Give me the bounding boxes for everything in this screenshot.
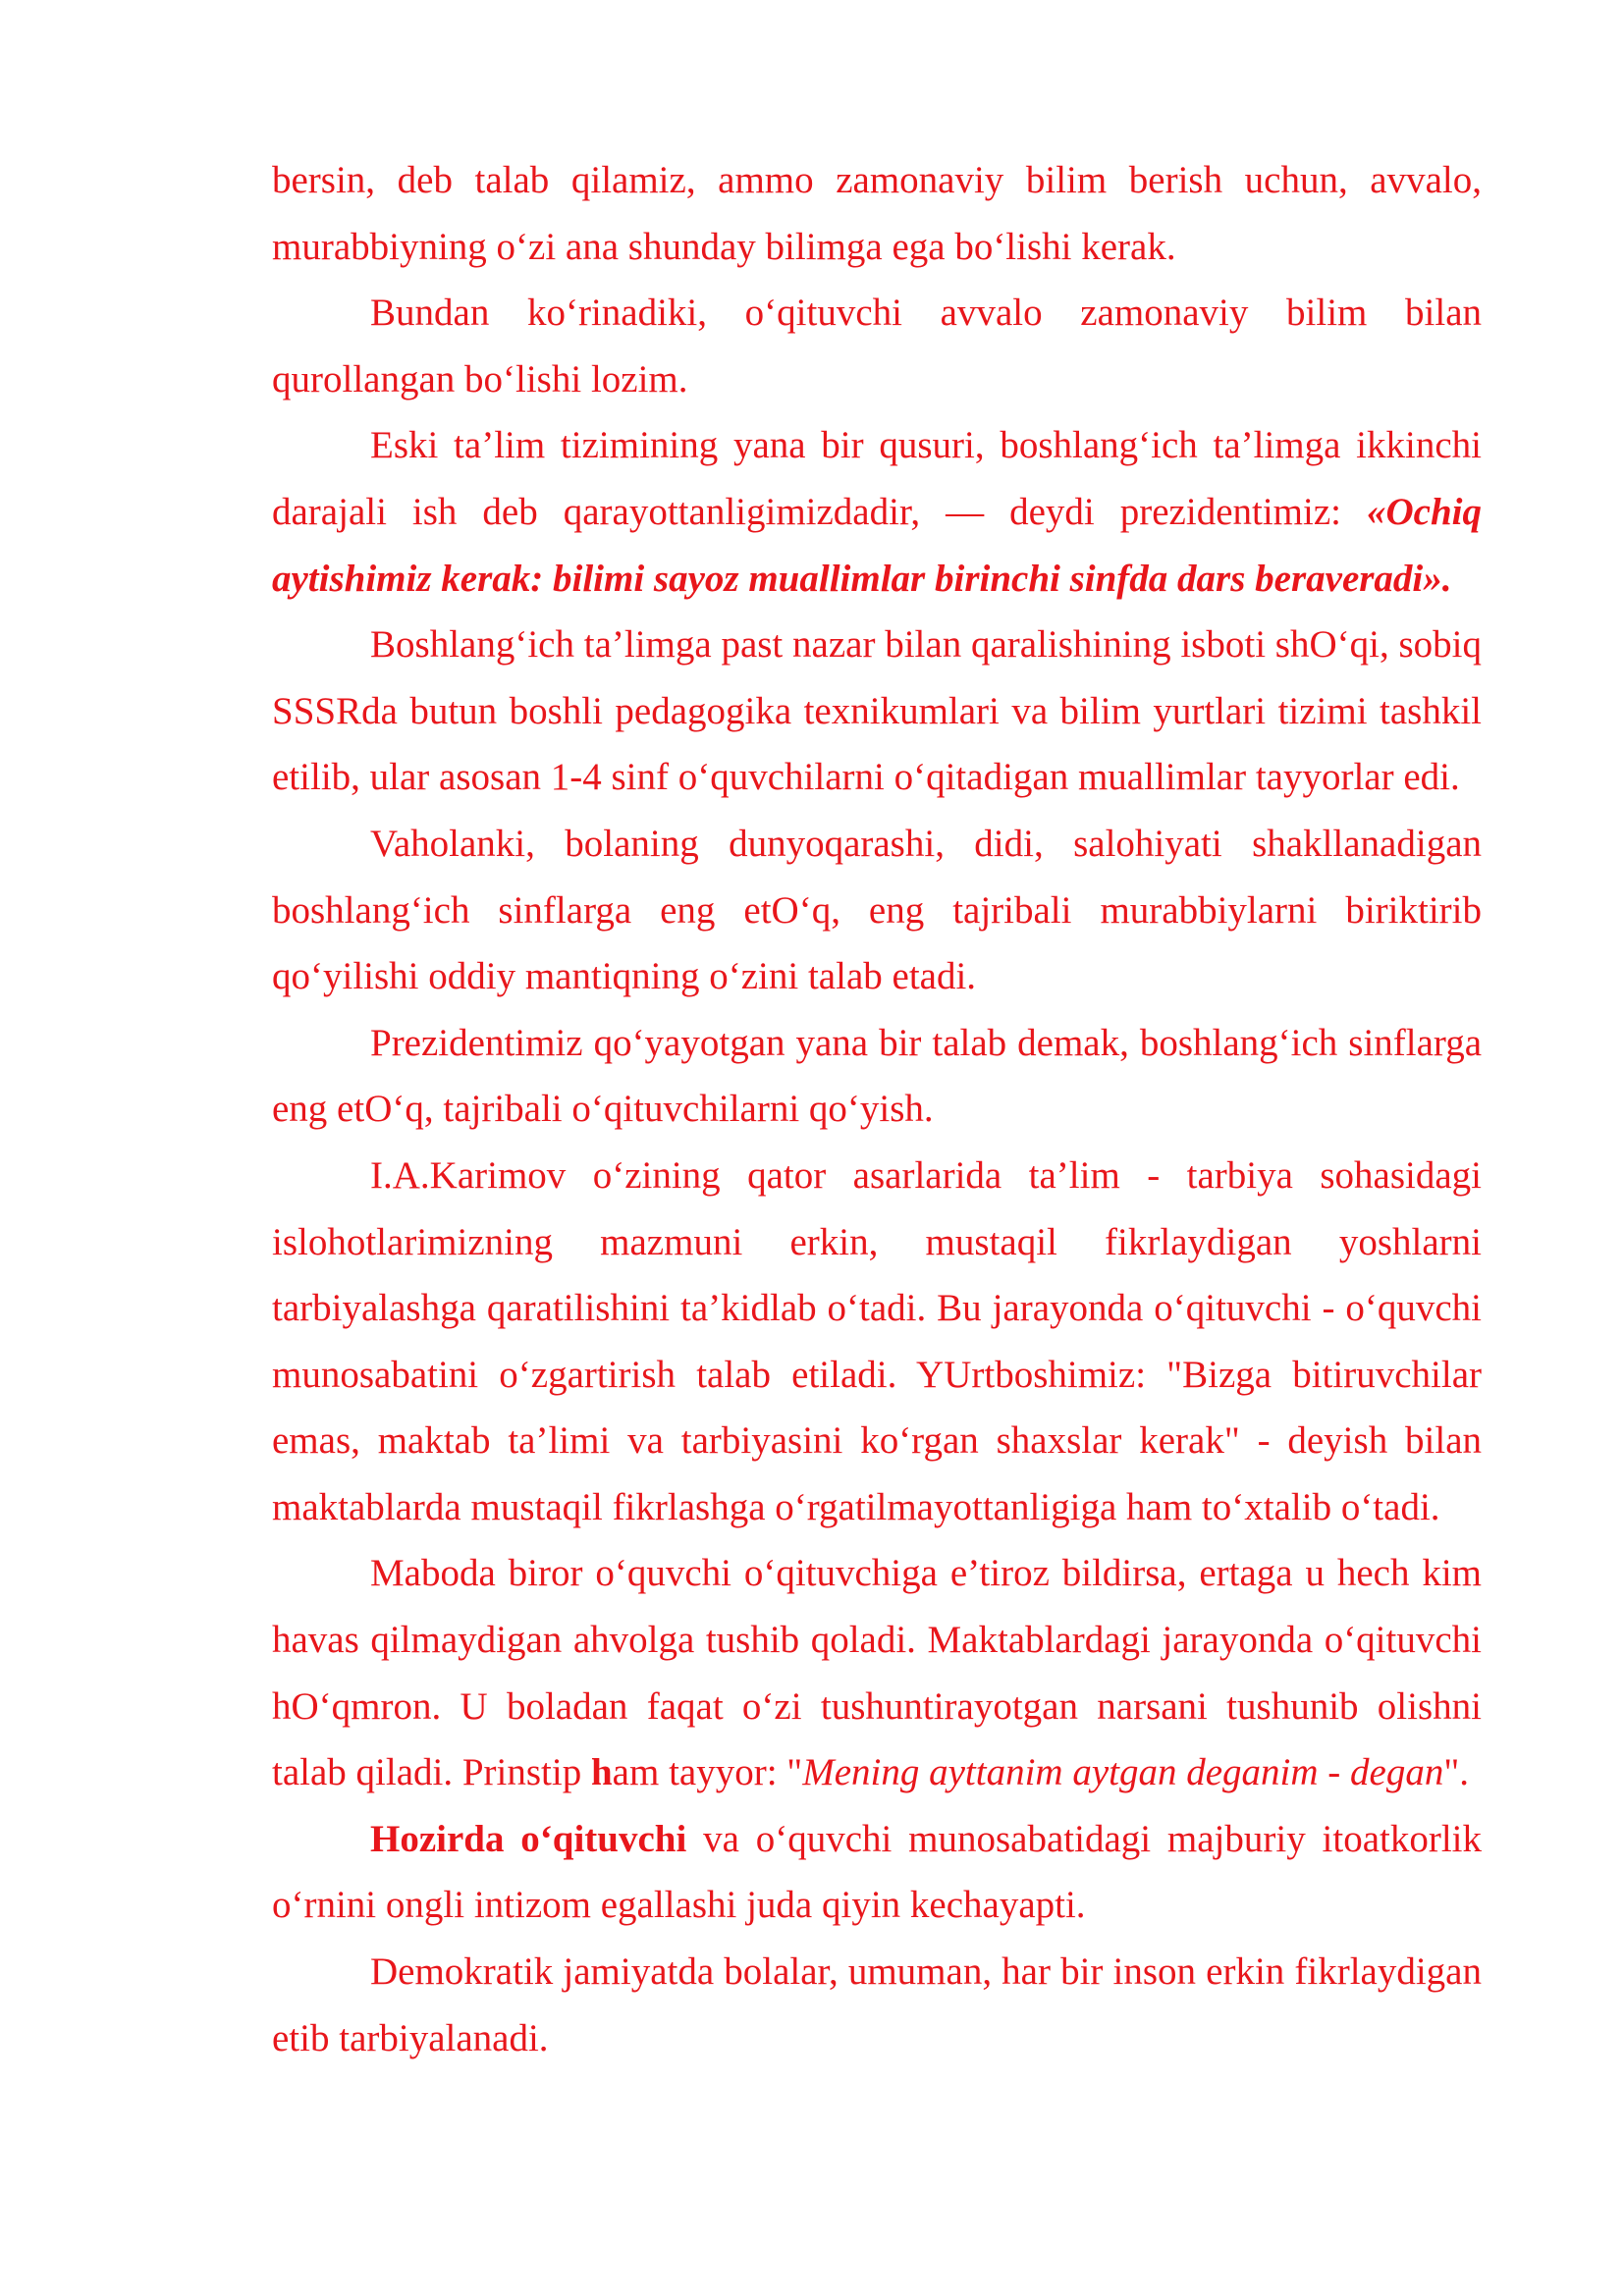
paragraph: Bundan ko‘rinadiki, o‘qituvchi avvalo zamonaviy bilim bilan qurollangan bo‘lishi lozim. <box>272 292 1482 400</box>
bold-letter: h <box>590 1751 613 1794</box>
paragraph-with-principle <box>272 1540 1482 1805</box>
paragraph: Prezidentimiz qo‘yayotgan yana bir talab demak, boshlang‘ich sinflarga eng etO‘q, tajribali o‘qituvchilarni qo‘yish. <box>272 1021 1482 1131</box>
paragraph-text: va o‘quvchi munosabatidagi majburiy itoatkorlik o‘rnini ongli intizom egallashi juda qiyin kechayapti. <box>272 1817 1482 1927</box>
paragraph: Vaholanki, bolaning dunyoqarashi, didi, salohiyati shakllanadigan boshlang‘ich sinflarga eng etO‘q, eng tajribali murabbiylarni biriktirib qo‘yilishi oddiy mantiqning o‘zini talab etadi. <box>272 822 1482 998</box>
paragraph-text: am tayyor: " <box>612 1751 803 1794</box>
paragraph-continuation: bersin, deb talab qilamiz, ammo zamonaviy bilim berish uchun, avvalo, murabbiyning o‘zi ana shunday bilimga ega bo‘lishi kerak. <box>272 159 1482 268</box>
president-quote: «Ochiq aytishimiz kerak: bilimi sayoz muallimlar birinchi sinfda dars beraveradi». <box>272 490 1482 600</box>
paragraph: Demokratik jamiyatda bolalar, umuman, har bir inson erkin fikrlaydigan etib tarbiyalanadi. <box>272 1950 1482 2059</box>
paragraph: Boshlang‘ich ta’limga past nazar bilan qaralishining isboti shO‘qi, sobiq SSSRda butun boshli pedagogika texnikumlari va bilim yurtlari tizimi tashkil etilib, ular asosan 1-4 sinf o‘quvchilarni o‘qitadigan muallimlar tayyorlar edi. <box>272 623 1482 799</box>
paragraph: I.A.Karimov o‘zining qator asarlarida ta’lim - tarbiya sohasidagi islohotlarimizning mazmuni erkin, mustaqil fikrlaydigan yoshlarni tarbiyalashga qaratilishini ta’kidlab o‘tadi. Bu jarayonda o‘qituvchi - o‘quvchi munosabatini o‘zgartirish talab etiladi. YUrtboshimiz: "Bizga bitiruvchilar emas, maktab ta’limi va tarbiyasini ko‘rgan shaxslar kerak" - deyish bilan maktablarda mustaqil fikrlashga o‘rgatilmayottanligiga ham to‘xtalib o‘tadi. <box>272 1153 1482 1528</box>
paragraph-text: Eski ta’lim tizimining yana bir qusuri, boshlang‘ich ta’limga ikkinchi darajali ish deb qarayottanligimizdadir, — deydi prezidentimiz: <box>272 424 1482 533</box>
paragraph-text: ". <box>1443 1751 1470 1794</box>
paragraph-with-quote <box>272 412 1482 612</box>
document-page <box>272 147 1482 2071</box>
paragraph-text: Maboda biror o‘quvchi o‘qituvchiga e’tiroz bildirsa, ertaga u hech kim havas qilmaydigan ahvolga tushib qoladi. Maktablardagi jarayonda o‘qituvchi hO‘qmron. U boladan faqat o‘zi tushuntirayotgan narsani tushunib olishni talab qiladi. Prinstip <box>272 1552 1482 1794</box>
bold-lead: Hozirda o‘qituvchi <box>370 1817 687 1860</box>
paragraph-with-bold-lead <box>272 1806 1482 1939</box>
italic-principle: Mening ayttanim aytgan deganim - degan <box>802 1751 1444 1794</box>
